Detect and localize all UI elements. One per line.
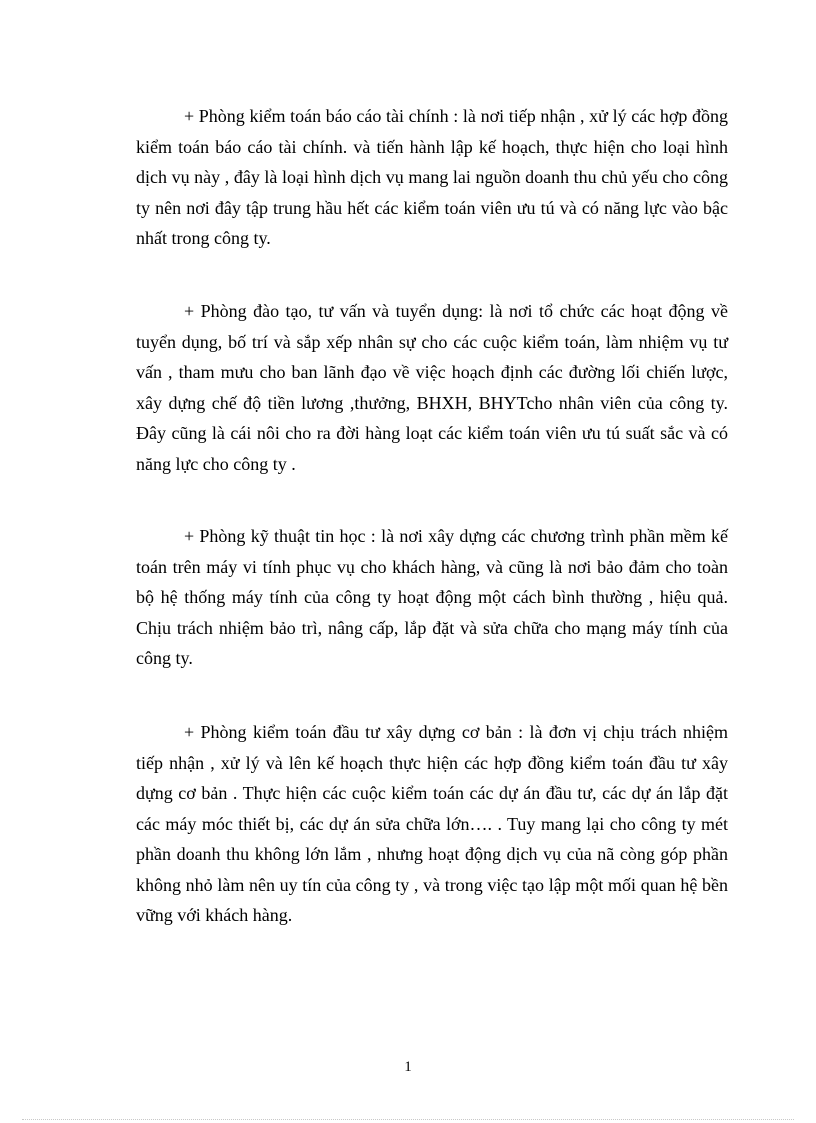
paragraph-construction-investment-audit-department: + Phòng kiểm toán đầu tư xây dựng cơ bản : là đơn vị chịu trách nhiệm tiếp nhận , xử lý và lên kế hoạch thực hiện các hợp đồng kiểm toán đầu tư xây dựng cơ bản . Thực hiện các cuộc kiểm toán các dự án đầu tư, các dự án lắp đặt các máy móc thiết bị, các dự án sửa chữa lớn…. . Tuy mang lại cho công ty mét phần doanh thu không lớn lắm , nhưng hoạt động dịch vụ của nã còng góp phần không nhỏ làm nên uy tín của công ty , và trong việc tạo lập một mối quan hệ bền vững với khách hàng. bbox=[136, 722, 728, 925]
paragraph-training-consulting-recruitment-department: + Phòng đào tạo, tư vấn và tuyển dụng: là nơi tổ chức các hoạt động về tuyển dụng, bố trí và sắp xếp nhân sự cho các cuộc kiểm toán, làm nhiệm vụ tư vấn , tham mưu cho ban lãnh đạo về việc hoạch định các đường lối chiến lược, xây dựng chế độ tiền lương ,thưởng, BHXH, BHYTcho nhân viên của công ty. Đây cũng là cái nôi cho ra đời hàng loạt các kiểm toán viên ưu tú suất sắc và có năng lực cho công ty . bbox=[136, 301, 728, 474]
paragraph-it-department: + Phòng kỹ thuật tin học : là nơi xây dựng các chương trình phần mềm kế toán trên máy vi tính phục vụ cho khách hàng, và cũng là nơi bảo đảm cho toàn bộ hệ thống máy tính của công ty hoạt động một cách bình thường , hiệu quả. Chịu trách nhiệm bảo trì, nâng cấp, lắp đặt và sửa chữa cho mạng máy tính của công ty. bbox=[136, 526, 728, 668]
page-break-divider bbox=[22, 1119, 794, 1120]
paragraph-financial-audit-department: + Phòng kiểm toán báo cáo tài chính : là nơi tiếp nhận , xử lý các hợp đồng kiểm toán báo cáo tài chính. và tiến hành lập kế hoạch, thực hiện cho loại hình dịch vụ này , đây là loại hình dịch vụ mang lai nguồn doanh thu chủ yếu cho công ty nên nơi đây tập trung hầu hết các kiểm toán viên ưu tú và có năng lực vào bậc nhất trong công ty. bbox=[136, 106, 728, 248]
page-number: 1 bbox=[404, 1059, 412, 1075]
